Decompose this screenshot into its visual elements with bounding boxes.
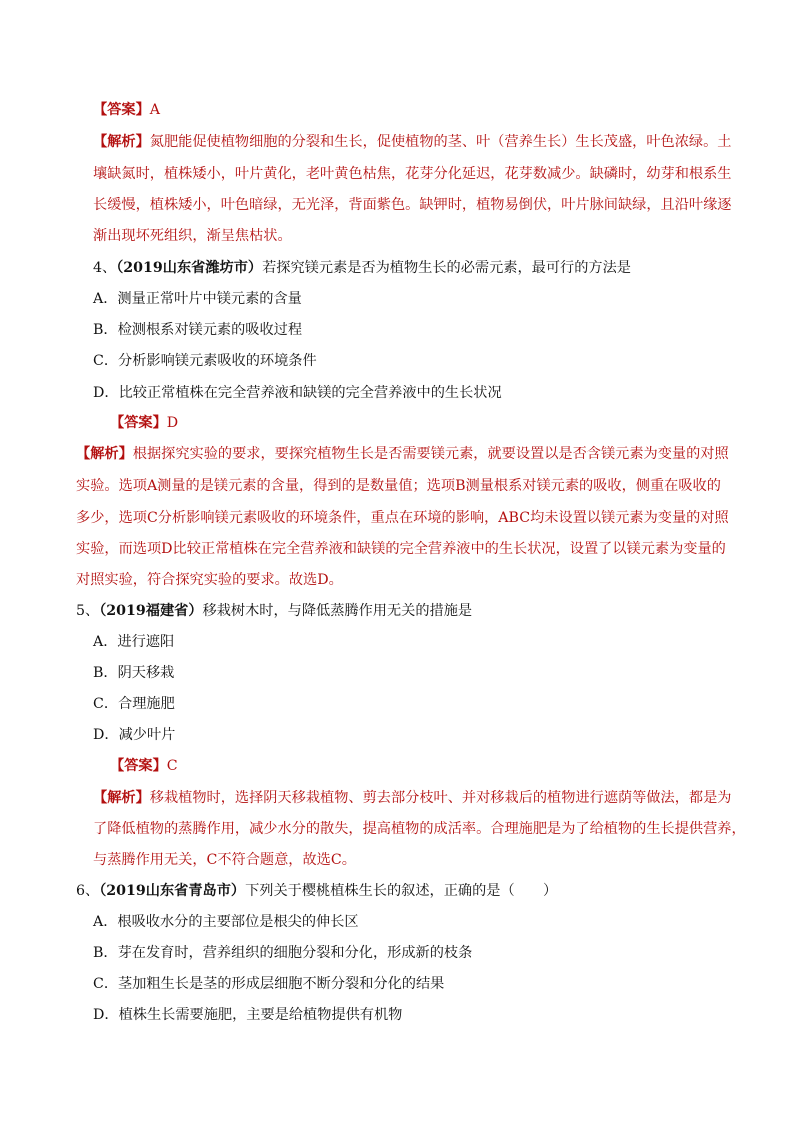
q3-analysis-line-4: 渐出现坏死组织，渐呈焦枯状。	[93, 228, 292, 244]
q5-answer	[110, 756, 178, 776]
q5-option-c: C．合理施肥	[93, 696, 175, 712]
analysis-text: 移栽植物时，选择阴天移栽植物、剪去部分枝叶、并对移栽后的植物进行遮荫等做法，都是为	[149, 790, 732, 806]
q6-option-b: B．芽在发育时，营养组织的细胞分裂和分化，形成新的枝条	[93, 945, 473, 961]
analysis-tag: 【解析】	[93, 134, 150, 150]
q5-option-a: A．进行遮阳	[93, 634, 175, 650]
q4-option-b: B．检测根系对镁元素的吸收过程	[93, 322, 303, 338]
q4-analysis-line-4: 实验，而选项D比较正常植株在完全营养液和缺镁的完全营养液中的生长状况，设置了以镁元素为变量的	[76, 541, 726, 557]
analysis-tag: 【解析】	[93, 790, 150, 806]
question-number: 6、	[76, 883, 100, 899]
answer-value: A	[149, 102, 161, 118]
q6-option-d: D．植株生长需要施肥，主要是给植物提供有机物	[93, 1007, 403, 1023]
answer-tag: 【答案】	[110, 415, 167, 431]
question-number: 5、	[76, 603, 100, 619]
answer-value: D	[166, 415, 179, 431]
q4-analysis-line-5: 对照实验，符合探究实验的要求。故选D。	[76, 572, 343, 588]
q4-analysis-line-3: 多少，选项C分析影响镁元素吸收的环境条件，重点在环境的影响，ABC均未设置以镁元素为变量的对照	[76, 510, 729, 526]
q3-analysis-line-1	[93, 132, 731, 152]
question-number: 4、	[93, 260, 117, 276]
q5-option-b: B．阴天移栽	[93, 665, 175, 681]
q3-analysis-line-3: 长缓慢，植株矮小，叶色暗绿，无光泽，背面紫色。缺钾时，植物易倒伏，叶片脉间缺绿，且沿叶缘逐	[93, 197, 732, 213]
q5-stem	[76, 601, 472, 621]
question-source: （2019山东省潍坊市）	[116, 260, 263, 276]
q5-analysis-line-3: 与蒸腾作用无关，C不符合题意，故选C。	[93, 852, 356, 868]
q4-stem	[93, 258, 631, 278]
q4-option-a: A．测量正常叶片中镁元素的含量	[93, 291, 302, 307]
answer-tag: 【答案】	[110, 758, 167, 774]
question-text: 若探究镁元素是否为植物生长的必需元素，最可行的方法是	[262, 260, 631, 276]
q3-answer	[93, 100, 160, 120]
q6-option-a: A．根吸收水分的主要部位是根尖的伸长区	[93, 914, 359, 930]
q4-option-c: C．分析影响镁元素吸收的环境条件	[93, 353, 317, 369]
question-source: （2019山东省青岛市）	[99, 883, 246, 899]
q4-analysis-line-2: 实验。选项A测量的是镁元素的含量，得到的是数量值；选项B测量根系对镁元素的吸收，侧重在吸收的	[76, 478, 721, 494]
q5-option-d: D．减少叶片	[93, 727, 176, 743]
q5-analysis-line-1	[93, 788, 731, 808]
q6-stem	[76, 881, 557, 901]
q4-analysis-line-1	[76, 444, 729, 464]
analysis-text: 氮肥能促使植物细胞的分裂和生长，促使植物的茎、叶（营养生长）生长茂盛，叶色浓绿。土	[149, 134, 732, 150]
answer-tag: 【答案】	[93, 102, 150, 118]
question-text: 移栽树木时，与降低蒸腾作用无关的措施是	[202, 603, 473, 619]
question-source: （2019福建省）	[99, 603, 203, 619]
analysis-text: 根据探究实验的要求，要探究植物生长是否需要镁元素，就要设置以是否含镁元素为变量的对照	[132, 446, 729, 462]
answer-value: C	[166, 758, 178, 774]
question-text: 下列关于樱桃植株生长的叙述，正确的是（ ）	[245, 883, 558, 899]
q4-answer	[110, 413, 178, 433]
q6-option-c: C．茎加粗生长是茎的形成层细胞不断分裂和分化的结果	[93, 976, 445, 992]
q5-analysis-line-2: 了降低植物的蒸腾作用，减少水分的散失，提高植物的成活率。合理施肥是为了给植物的生长提供营养，	[93, 821, 746, 837]
q4-option-d: D．比较正常植株在完全营养液和缺镁的完全营养液中的生长状况	[93, 385, 502, 401]
q3-analysis-line-2: 壤缺氮时，植株矮小，叶片黄化，老叶黄色枯焦，花芽分化延迟，花芽数减少。缺磷时，幼芽和根系生	[93, 166, 732, 182]
analysis-tag: 【解析】	[76, 446, 133, 462]
